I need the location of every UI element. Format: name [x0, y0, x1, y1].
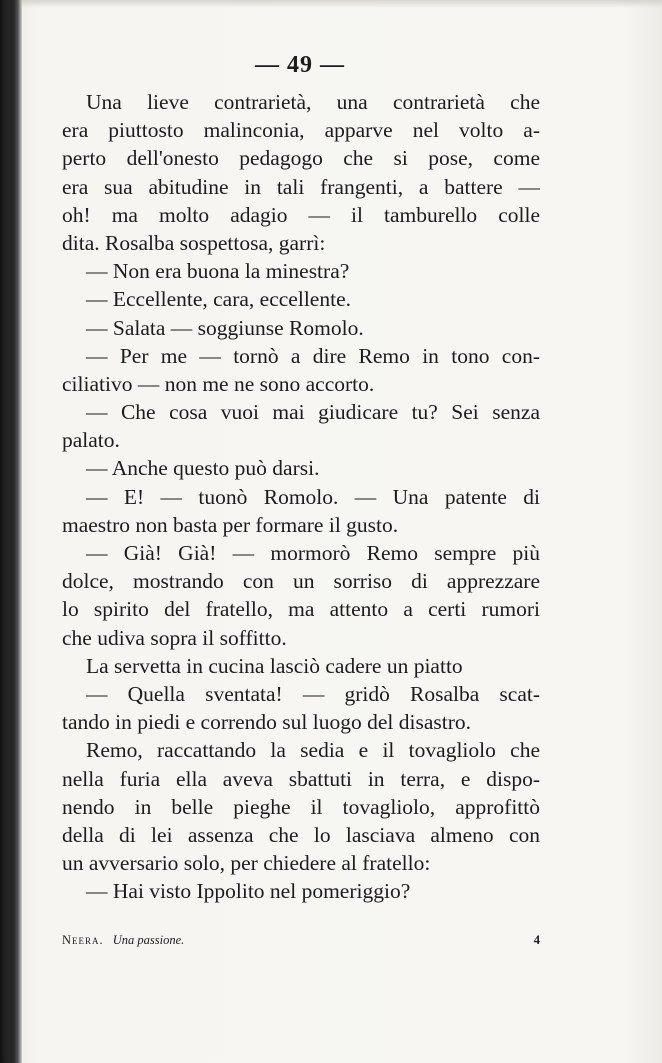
- page-top-shadow: [22, 0, 662, 8]
- text-line: — Per me — tornò a dire Remo in tono con-: [86, 343, 540, 368]
- text-line: — Quella sventata! — gridò Rosalba scat-: [86, 681, 540, 706]
- text-line: era piuttosto malinconia, apparve nel volto a-: [62, 118, 540, 143]
- text-line: — Non era buona la minestra?: [86, 259, 350, 284]
- page-footer: [62, 933, 540, 953]
- text-line: dolce, mostrando con un sorriso di apprezzare: [62, 569, 540, 594]
- text-line: nella furia ella aveva sbattuti in terra, e dispo-: [62, 766, 540, 791]
- text-line: — Anche questo può darsi.: [86, 456, 320, 481]
- footer-title: Una passione.: [112, 933, 185, 947]
- text-line: — Che cosa vuoi mai giudicare tu? Sei senza: [86, 400, 540, 425]
- text-line: palato.: [62, 428, 120, 453]
- text-line: che udiva sopra il soffitto.: [62, 625, 287, 650]
- text-line: ciliativo — non me ne sono accorto.: [62, 371, 375, 396]
- text-line: Remo, raccattando la sedia e il tovagliolo che: [86, 738, 540, 763]
- text-line: dita. Rosalba sospettosa, garrì:: [62, 230, 326, 255]
- text-line: tando in piedi e correndo sul luogo del disastro.: [62, 710, 472, 735]
- text-line: perto dell'onesto pedagogo che si pose, come: [62, 146, 540, 171]
- text-line: oh! ma molto adagio — il tamburello colle: [62, 202, 540, 227]
- text-line: un avversario solo, per chiedere al fratello:: [62, 851, 431, 876]
- binding-edge: [0, 0, 22, 1063]
- footer-author: Neera.: [62, 933, 104, 947]
- body-text: [62, 88, 540, 905]
- text-line: nendo in belle pieghe il tovagliolo, approfittò: [62, 794, 540, 819]
- signature-mark: 4: [533, 933, 540, 947]
- text-line: La servetta in cucina lasciò cadere un piatto: [86, 653, 463, 678]
- text-line: della di lei assenza che lo lasciava almeno con: [62, 822, 540, 847]
- text-line: — Hai visto Ippolito nel pomeriggio?: [86, 879, 411, 904]
- text-line: era sua abitudine in tali frangenti, a battere —: [62, 174, 540, 199]
- text-line: — Già! Già! — mormorò Remo sempre più: [86, 541, 540, 565]
- text-line: — Salata — soggiunse Romolo.: [86, 315, 364, 340]
- text-line: maestro non basta per formare il gusto.: [62, 512, 399, 537]
- text-line: lo spirito del fratello, ma attento a certi rumori: [62, 597, 540, 622]
- text-line: — Eccellente, cara, eccellente.: [86, 287, 351, 312]
- text-line: Una lieve contrarietà, una contrarietà che: [86, 90, 540, 114]
- page-number: — 49 —: [255, 52, 345, 78]
- text-line: — E! — tuonò Romolo. — Una patente di: [86, 484, 540, 509]
